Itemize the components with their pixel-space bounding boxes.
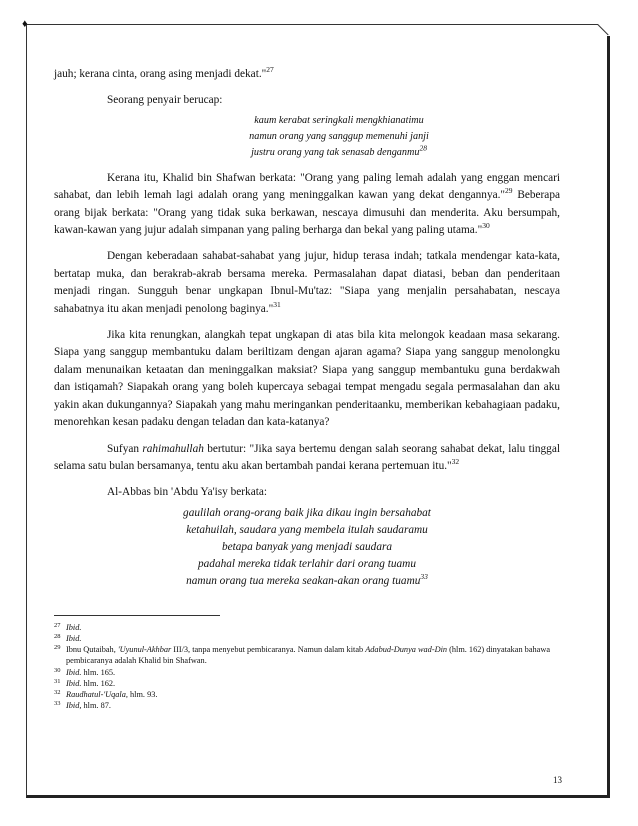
page-number: 13	[553, 775, 562, 785]
footnote-ref-33[interactable]: 33	[420, 571, 428, 581]
poem-1-line: justru orang yang tak senasab denganmu$^{28}$	[251, 143, 427, 158]
corner-diamond-icon: ♦	[22, 18, 28, 30]
footnote-ref-27[interactable]: 27	[266, 65, 274, 75]
footnote-ref-30[interactable]: 30	[482, 221, 490, 231]
poem-1-line: namun orang yang sanggup memenuhi janji	[249, 130, 429, 142]
footnote-ref-32[interactable]: 32	[451, 457, 460, 467]
poem-2-line: namun orang tua mereka seakan-akan orang tuamu$^{33}$	[186, 571, 428, 587]
poem-2-line: gaulilah orang-orang baik jika dikau ingin bersahabat	[183, 506, 431, 519]
footnote-30: 30 Ibid. hlm. 165.	[54, 666, 116, 677]
page-content	[54, 66, 560, 711]
footnote-ref-29[interactable]: 29	[505, 186, 513, 196]
poem-1	[54, 113, 560, 161]
poem-2	[54, 505, 560, 590]
footnote-32: 32 Raudhatul-'Uqala, hlm. 93.	[54, 688, 158, 699]
page-fold-corner	[598, 24, 610, 36]
footnote-ref-28[interactable]: 28	[419, 143, 427, 153]
paragraph-1: Seorang penyair berucap:	[107, 94, 223, 107]
poem-1-line: kaum kerabat seringkali mengkhianatimu	[254, 114, 424, 126]
paragraph-2: Kerana itu, Khalid bin Shafwan berkata: "Orang yang paling lemah adalah yang enggan mencari sahabat, dan lebih lemah lagi adalah orang yang meninggalkan kawan yang dekat dengannya."$^{29}$ Beberapa orang bijak berkata: "Orang yang tidak suka berkawan, nescaya dimusuhi dan menderita. Aku bersumpah, kawan-kawan yang jujur adalah simpanan yang paling berharga dan bekal yang paling utama."$^{30}$	[54, 171, 560, 237]
footnote-29: 29 Ibnu Qutaibah, 'Uyunul-Akhbar III/3, tanpa menyebut pembicaranya. Namun dalam kitab Adabud-Dunya wad-Din (hlm. 162) dinyatakan bahawa pembicaranya adalah Khalid bin Shafwan.	[54, 644, 551, 666]
footnote-33: 33 Ibid, hlm. 87.	[54, 700, 111, 711]
paragraph-6: Al-Abbas bin 'Abdu Ya'isy berkata:	[107, 486, 268, 499]
footnotes	[54, 622, 560, 712]
footnote-divider	[54, 615, 220, 616]
paragraph-0: jauh; kerana cinta, orang asing menjadi dekat."$^{27}$	[54, 65, 274, 80]
paragraph-3: Dengan keberadaan sahabat-sahabat yang jujur, hidup terasa indah; tatkala mendengar kata-kata, bertatap muka, dan berakrab-akrab bersama mereka. Permasalahan dapat diatasi, beban dan penderitaan menjadi ringan. Sungguh benar ungkapan Ibnul-Mu'taz: "Siapa yang menjalin persahabatan, nescaya sahabatnya itu akan menjadi penolong baginya."$^{31}$	[54, 250, 560, 315]
footnote-27: 27 Ibid.	[54, 621, 82, 632]
poem-2-line: ketahuilah, saudara yang membela itulah saudaramu	[186, 523, 428, 536]
poem-2-line: padahal mereka tidak terlahir dari orang tuamu	[198, 557, 416, 570]
footnote-31: 31 Ibid. hlm. 162.	[54, 677, 116, 688]
footnote-28: 28 Ibid.	[54, 632, 82, 643]
footnote-ref-31[interactable]: 31	[273, 299, 281, 309]
poem-2-line: betapa banyak yang menjadi saudara	[221, 540, 393, 553]
paragraph-5: Sufyan rahimahullah bertutur: "Jika saya bertemu dengan salah seorang sahabat dekat, lalu tinggal selama satu bulan bersamanya, tentu aku akan bertambah pandai kerana pertemuan itu."$^{32}$	[54, 442, 560, 472]
paragraph-4: Jika kita renungkan, alangkah tepat ungkapan di atas bila kita melongok keadaan masa sekarang. Siapa yang sanggup membantuku dalam beriltizam dengan ajaran agama? Siapa yang sanggup menolongku dalam menunaikan ketaatan dan meninggalkan maksiat? Siapa yang sanggup membantuku guna berdakwah dan istiqamah? Siapakah orang yang boleh kupercaya sebagai tempat mengadu segala permasalahan dan aku yakin akan dukungannya? Siapakah yang mahu meringankan penderitaanku, memberikan kebahagiaan padaku, menorehkan kesan padaku dengan teladan dan kata-katanya?	[54, 329, 560, 429]
